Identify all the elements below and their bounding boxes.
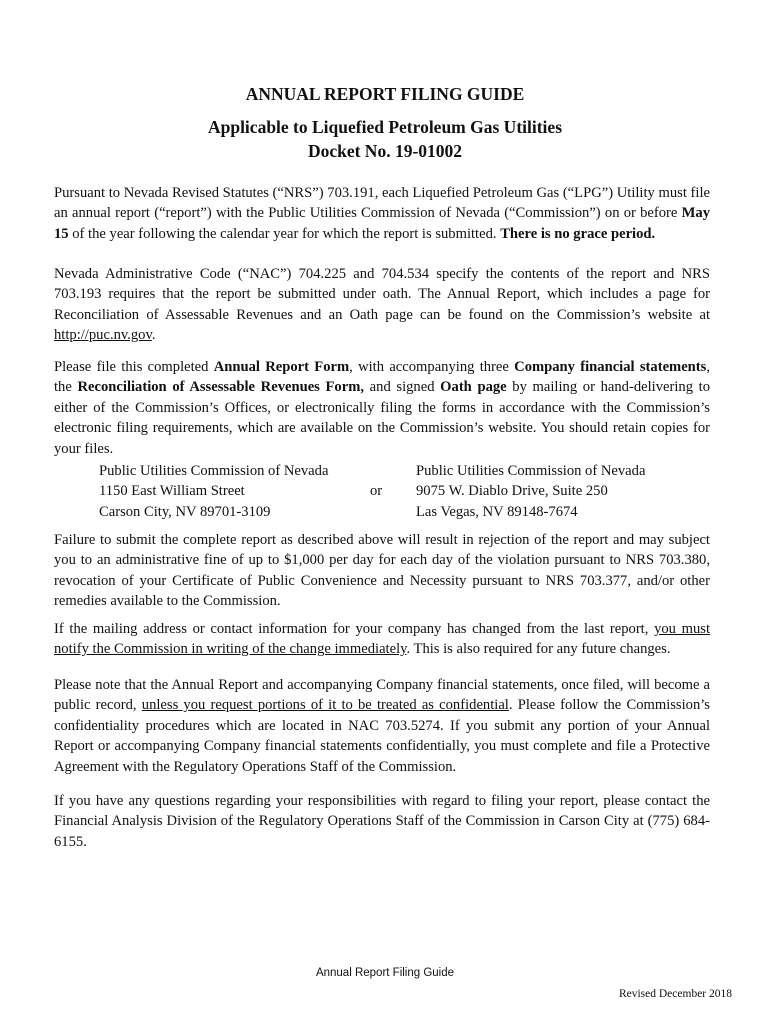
text-run: If the mailing address or contact information for your company has changed from the last report,	[54, 621, 655, 637]
paragraph-filing-instructions	[54, 357, 710, 459]
revision-date: Revised December 2018	[618, 988, 732, 1000]
address-line: 9075 W. Diablo Drive, Suite 250	[416, 483, 608, 500]
text-run: Please note that the Annual Report and accompanying Company financial statements, once filed, will become a public record,	[54, 677, 710, 714]
paragraph-penalties: Failure to submit the complete report as described above will result in rejection of the report and may subject you to an administrative fine of up to $1,000 per day for each day of the violation pursuant to NRS 703.380, revocation of your Certificate of Public Convenience and Necessity pursuant to NRS 703.377, and/or other remedies available to the Commission.	[54, 532, 710, 610]
text-run: Please file this completed	[54, 359, 214, 375]
text-run: Nevada Administrative Code (“NAC”) 704.225 and 704.534 specify the contents of the report and NRS 703.193 requires that the report be submitted under oath. The Annual Report, which includes a page for Reconciliation of Assessable Revenues and an Oath page can be found on the Commission’s website at	[54, 266, 710, 323]
deadline-date: May 15	[54, 205, 710, 242]
text-run: Pursuant to Nevada Revised Statutes (“NRS”) 703.191, each Liquefied Petroleum Gas (“LPG”) Utility must file an annual report (“report”) with the Public Utilities Commission of Nevada (“Commission”) on or before	[54, 185, 710, 222]
address-las-vegas	[416, 461, 645, 522]
text-run: of the year following the calendar year for which the report is submitted.	[68, 225, 501, 242]
form-name: Company financial statements	[514, 359, 707, 375]
text-run: . Please follow the Commission’s confidentiality procedures which are located in NAC 703.5274. If you submit any portion of your Annual Report or accompanying Company financial statements confidentially, you must complete and file a Protective Agreement with the Regulatory Operations Staff of the Commission.	[54, 697, 710, 775]
form-name: Oath page	[440, 379, 507, 396]
address-line: 1150 East William Street	[99, 483, 245, 500]
text-run: . This is also required for any future changes.	[406, 641, 671, 658]
text-run: , the	[54, 359, 710, 396]
document-title: ANNUAL REPORT FILING GUIDE	[245, 84, 525, 104]
address-line: Las Vegas, NV 89148-7674	[416, 503, 578, 520]
website-link[interactable]: http://puc.nv.gov	[54, 327, 152, 344]
paragraph-questions-contact: If you have any questions regarding your responsibilities with regard to filing your report, please contact the Financial Analysis Division of the Regulatory Operations Staff of the Commission in Carson City at (775) 684-6155.	[54, 793, 710, 850]
footer-title: Annual Report Filing Guide	[315, 967, 455, 979]
form-name: Reconciliation of Assessable Revenues Form,	[77, 379, 365, 396]
paragraph-filing-deadline	[54, 183, 710, 244]
text-run: by mailing or hand-delivering to either of the Commission’s Offices, or electronically filing the forms in accordance with the Commission’s electronic filing requirements, which are available on the Commission’s website. You should retain copies for your files.	[54, 379, 711, 457]
text-run: and signed	[364, 379, 441, 396]
text-run: , with accompanying three	[349, 359, 515, 375]
paragraph-contact-changes	[54, 619, 710, 660]
address-line: Public Utilities Commission of Nevada	[416, 463, 646, 479]
docket-number: Docket No. 19-01002	[307, 141, 463, 161]
document-subtitle: Applicable to Liquefied Petroleum Gas Utilities	[207, 117, 563, 137]
underlined-text: unless you request portions of it to be treated as confidential	[141, 697, 509, 714]
address-line: Carson City, NV 89701-3109	[99, 503, 271, 520]
address-line: Public Utilities Commission of Nevada	[99, 463, 329, 479]
paragraph-report-contents	[54, 264, 710, 346]
form-name: Annual Report Form	[213, 359, 350, 375]
paragraph-confidentiality	[54, 675, 710, 777]
address-or: or	[370, 483, 383, 499]
address-carson-city	[99, 461, 328, 522]
underlined-text: you must notify the Commission in writing of the change immediately	[54, 621, 711, 658]
text-run: .	[151, 327, 156, 344]
grace-period-note: There is no grace period.	[500, 225, 656, 242]
